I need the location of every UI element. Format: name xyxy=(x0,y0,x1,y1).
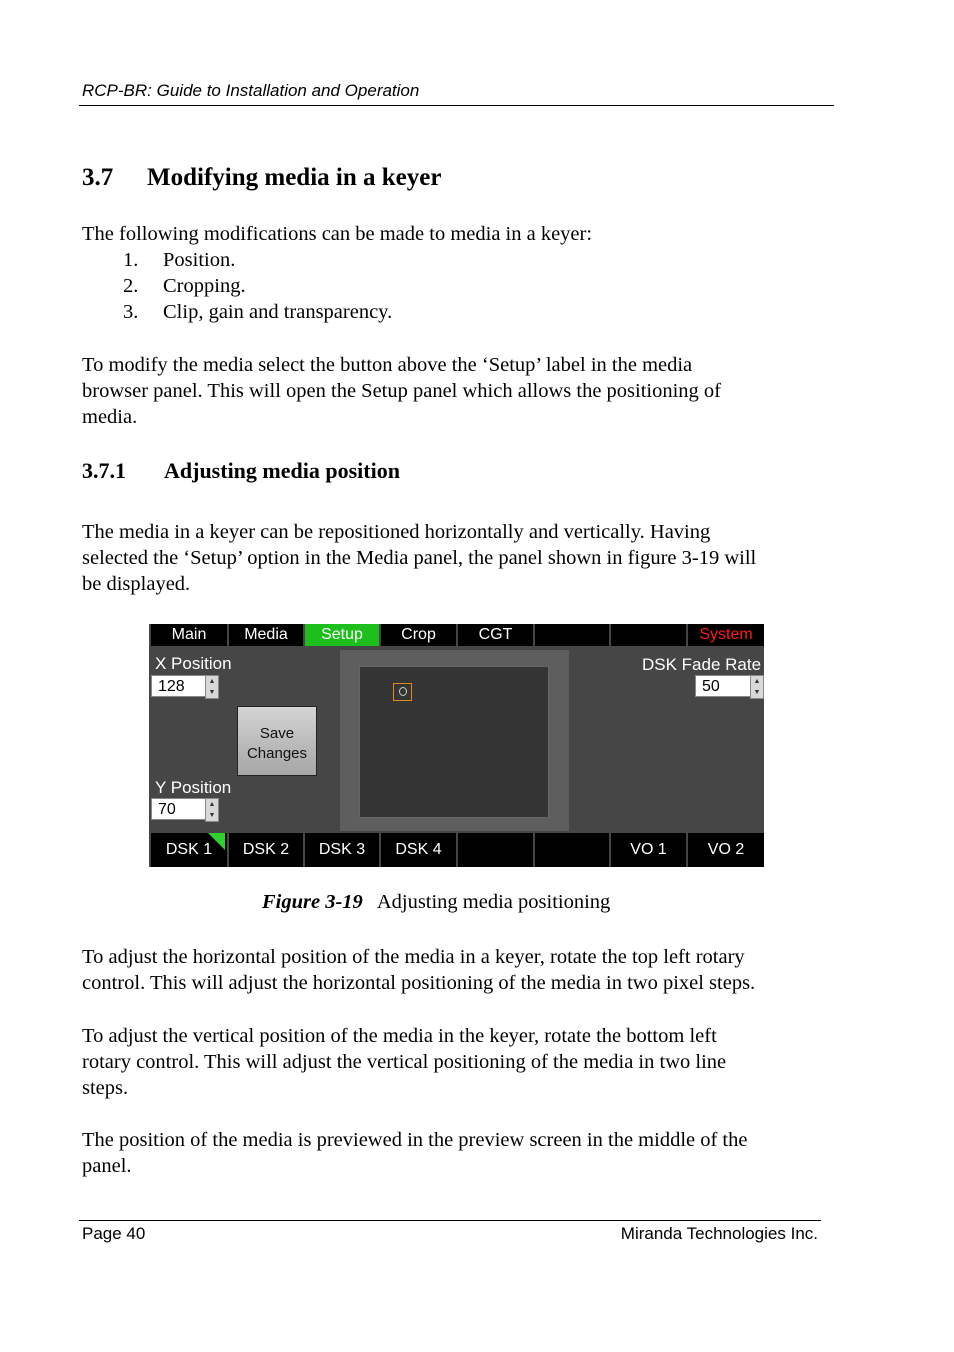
x-position-arrows[interactable] xyxy=(205,675,219,699)
tab-dsk-4[interactable]: DSK 4 xyxy=(381,833,456,867)
tab-dsk-1[interactable]: DSK 1 xyxy=(151,833,227,867)
tab-vo-1[interactable]: VO 1 xyxy=(611,833,686,867)
x-position-field[interactable]: 128 xyxy=(151,675,206,697)
preview-paragraph: The position of the media is previewed in the preview screen in the middle of the panel. xyxy=(82,1129,748,1177)
footer-rule xyxy=(79,1220,821,1221)
figure-label: Figure 3-19 xyxy=(262,891,363,913)
setup-panel-figure xyxy=(149,624,764,867)
tab-main[interactable]: Main xyxy=(151,624,227,646)
fade-rate-stepper[interactable] xyxy=(695,675,764,699)
x-position-label: X Position xyxy=(155,654,232,673)
chevron-up-icon[interactable]: ▲ xyxy=(208,801,216,808)
tab-dsk-3[interactable]: DSK 3 xyxy=(305,833,379,867)
footer-company: Miranda Technologies Inc. xyxy=(620,1224,818,1243)
tab-bottom-empty-2[interactable] xyxy=(535,833,609,867)
x-position-stepper[interactable] xyxy=(151,675,219,699)
y-position-stepper[interactable] xyxy=(151,798,219,822)
list-item: 3. Clip, gain and transparency. xyxy=(123,301,393,323)
chevron-up-icon[interactable]: ▲ xyxy=(208,678,216,685)
tab-crop[interactable]: Crop xyxy=(381,624,456,646)
list-item: 1. Position. xyxy=(123,249,236,271)
chevron-up-icon[interactable]: ▲ xyxy=(753,678,761,685)
chevron-down-icon[interactable]: ▼ xyxy=(208,689,216,696)
vertical-paragraph: To adjust the vertical position of the media in the keyer, rotate the bottom left rotary control. This will adjust the vertical positioning of the media in two line steps. xyxy=(82,1025,727,1099)
preview-screen xyxy=(359,666,549,818)
page-number: Page 40 xyxy=(82,1224,146,1243)
figure-caption xyxy=(262,891,610,914)
running-header: RCP-BR: Guide to Installation and Operation xyxy=(82,81,420,100)
subsection-title: Adjusting media position xyxy=(164,458,400,483)
section-title: Modifying media in a keyer xyxy=(147,164,442,191)
y-position-label: Y Position xyxy=(155,778,232,797)
subsection-heading xyxy=(82,458,400,484)
horizontal-paragraph: To adjust the horizontal position of the media in a keyer, rotate the top left rotary control. This will adjust the horizontal positioning of the media in two pixel steps. xyxy=(82,946,756,994)
tab-system[interactable]: System xyxy=(688,624,764,646)
selected-corner-icon xyxy=(208,833,225,850)
chevron-down-icon[interactable]: ▼ xyxy=(753,689,761,696)
chevron-down-icon[interactable]: ▼ xyxy=(208,812,216,819)
setup-paragraph: To modify the media select the button above the ‘Setup’ label in the media browser panel. This will open the Setup panel which allows the positioning of media. xyxy=(82,354,722,428)
tab-bottom-empty-1[interactable] xyxy=(458,833,533,867)
tab-cgt[interactable]: CGT xyxy=(458,624,533,646)
tab-empty-2[interactable] xyxy=(611,624,686,646)
fade-rate-field[interactable]: 50 xyxy=(695,675,751,697)
tab-vo-2[interactable]: VO 2 xyxy=(688,833,764,867)
reposition-paragraph: The media in a keyer can be repositioned horizontally and vertically. Having selected the ‘Setup’ option in the Media panel, the panel shown in figure 3-19 will be displayed. xyxy=(82,521,757,595)
tab-setup[interactable]: Setup xyxy=(305,624,379,646)
figure-caption-text: Adjusting media positioning xyxy=(376,891,611,913)
save-changes-button[interactable]: Save Changes xyxy=(237,706,317,776)
subsection-number: 3.7.1 xyxy=(82,458,126,483)
fade-rate-label: DSK Fade Rate xyxy=(642,655,762,674)
fade-rate-arrows[interactable] xyxy=(750,675,764,699)
tab-dsk-2[interactable]: DSK 2 xyxy=(229,833,303,867)
header-rule xyxy=(79,105,834,106)
section-number: 3.7 xyxy=(82,164,114,191)
tab-media[interactable]: Media xyxy=(229,624,303,646)
y-position-field[interactable]: 70 xyxy=(151,798,206,820)
intro-text: The following modifications can be made to media in a keyer: xyxy=(82,223,593,245)
media-cursor-icon xyxy=(393,683,412,701)
section-heading xyxy=(82,164,441,192)
y-position-arrows[interactable] xyxy=(205,798,219,822)
tab-empty-1[interactable] xyxy=(535,624,609,646)
list-item: 2. Cropping. xyxy=(123,275,246,297)
